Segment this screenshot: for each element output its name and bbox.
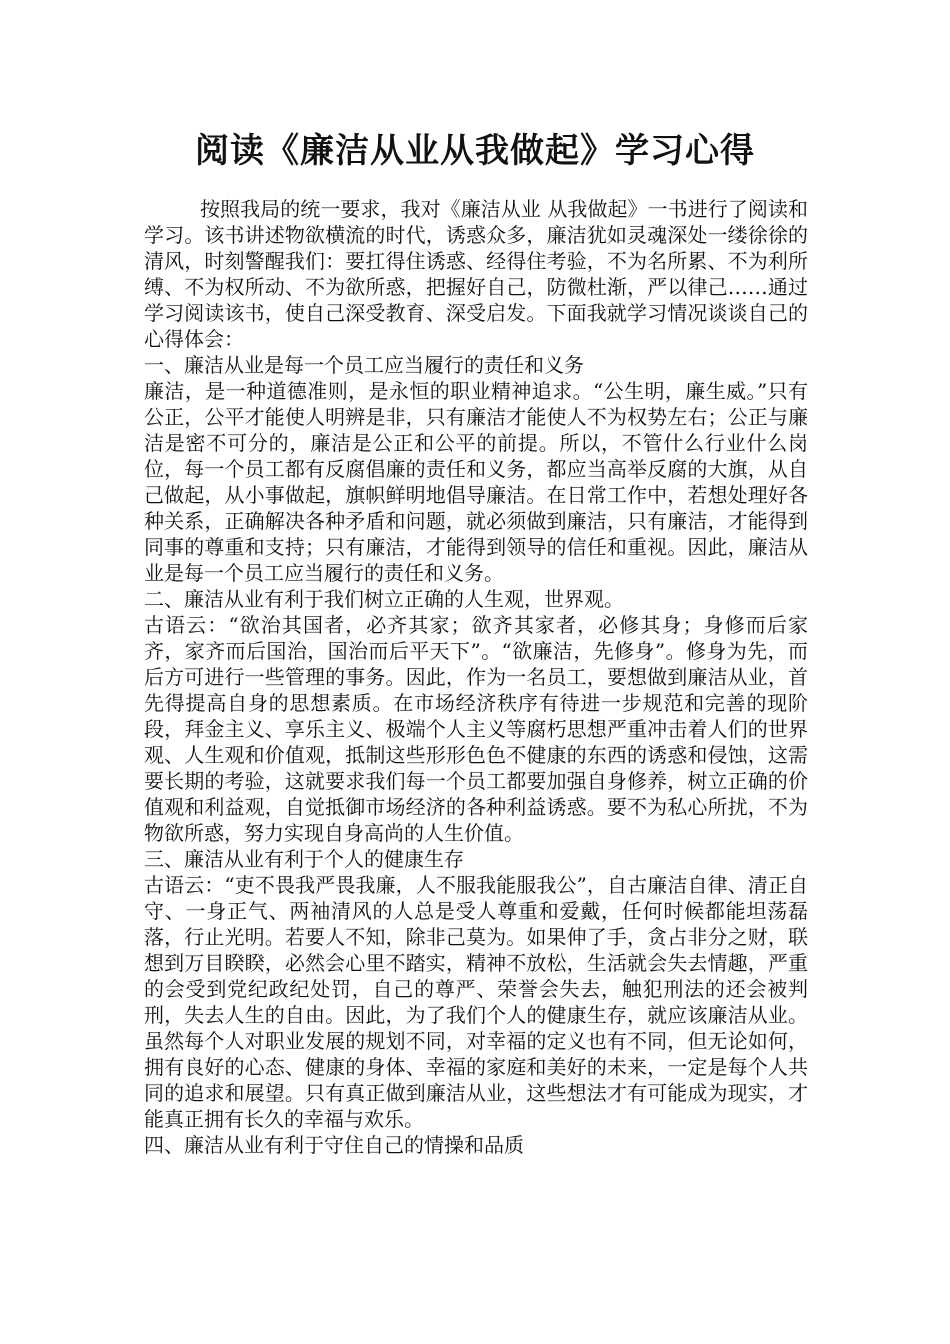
document-title: 阅读《廉洁从业从我做起》学习心得	[195, 131, 755, 171]
section-heading-2: 二、廉洁从业有利于我们树立正确的人生观，世界观。	[144, 587, 624, 611]
intro-paragraph: 按照我局的统一要求，我对《廉洁从业 从我做起》一书进行了阅读和学习。该书讲述物欲横流的时代，诱惑众多，廉洁犹如灵魂深处一缕徐徐的清风，时刻警醒我们：要扛得住诱惑、经得住考验，不为名所累、不为利所缚、不为权所动、不为欲所惑，把握好自己，防微杜渐，严以律己……通过学习阅读该书，使自己深受教育、深受启发。下面我就学习情况谈谈自己的心得体会：	[144, 197, 808, 351]
section-heading-1: 一、廉洁从业是每一个员工应当履行的责任和义务	[144, 353, 584, 377]
section-heading-3: 三、廉洁从业有利于个人的健康生存	[144, 847, 464, 871]
document-body	[144, 196, 808, 1158]
section-heading-4: 四、廉洁从业有利于守住自己的情操和品质	[144, 1133, 524, 1157]
section-paragraph-3: 古语云：“吏不畏我严畏我廉，人不服我能服我公”，自古廉洁自律、清正自守、一身正气、两袖清风的人总是受人尊重和爱戴，任何时候都能坦荡磊落，行止光明。若要人不知，除非己莫为。如果伸了手，贪占非分之财，联想到万目睽睽，必然会心里不踏实，精神不放松，生活就会失去情趣，严重的会受到党纪政纪处罚，自己的尊严、荣誉会失去，触犯刑法的还会被判刑，失去人生的自由。因此，为了我们个人的健康生存，就应该廉洁从业。虽然每个人对职业发展的规划不同，对幸福的定义也有不同，但无论如何，拥有良好的心态、健康的身体、幸福的家庭和美好的未来，一定是每个人共同的追求和展望。只有真正做到廉洁从业，这些想法才有可能成为现实，才能真正拥有长久的幸福与欢乐。	[144, 873, 808, 1131]
section-paragraph-1: 廉洁，是一种道德准则，是永恒的职业精神追求。“公生明，廉生威。”只有公正，公平才能使人明辨是非，只有廉洁才能使人不为权势左右；公正与廉洁是密不可分的，廉洁是公正和公平的前提。所以，不管什么行业什么岗位，每一个员工都有反腐倡廉的责任和义务，都应当高举反腐的大旗，从自己做起，从小事做起，旗帜鲜明地倡导廉洁。在日常工作中，若想处理好各种关系，正确解决各种矛盾和问题，就必须做到廉洁，只有廉洁，才能得到同事的尊重和支持；只有廉洁，才能得到领导的信任和重视。因此，廉洁从业是每一个员工应当履行的责任和义务。	[144, 379, 808, 585]
section-paragraph-2: 古语云：“欲治其国者，必齐其家；欲齐其家者，必修其身；身修而后家齐，家齐而后国治，国治而后平天下”。“欲廉洁，先修身”。修身为先，而后方可进行一些管理的事务。因此，作为一名员工，要想做到廉洁从业，首先得提高自身的思想素质。在市场经济秩序有待进一步规范和完善的现阶段，拜金主义、享乐主义、极端个人主义等腐朽思想严重冲击着人们的世界观、人生观和价值观，抵制这些形形色色不健康的东西的诱惑和侵蚀，这需要长期的考验，这就要求我们每一个员工都要加强自身修养，树立正确的价值观和利益观，自觉抵御市场经济的各种利益诱惑。要不为私心所扰，不为物欲所惑，努力实现自身高尚的人生价值。	[144, 613, 808, 845]
